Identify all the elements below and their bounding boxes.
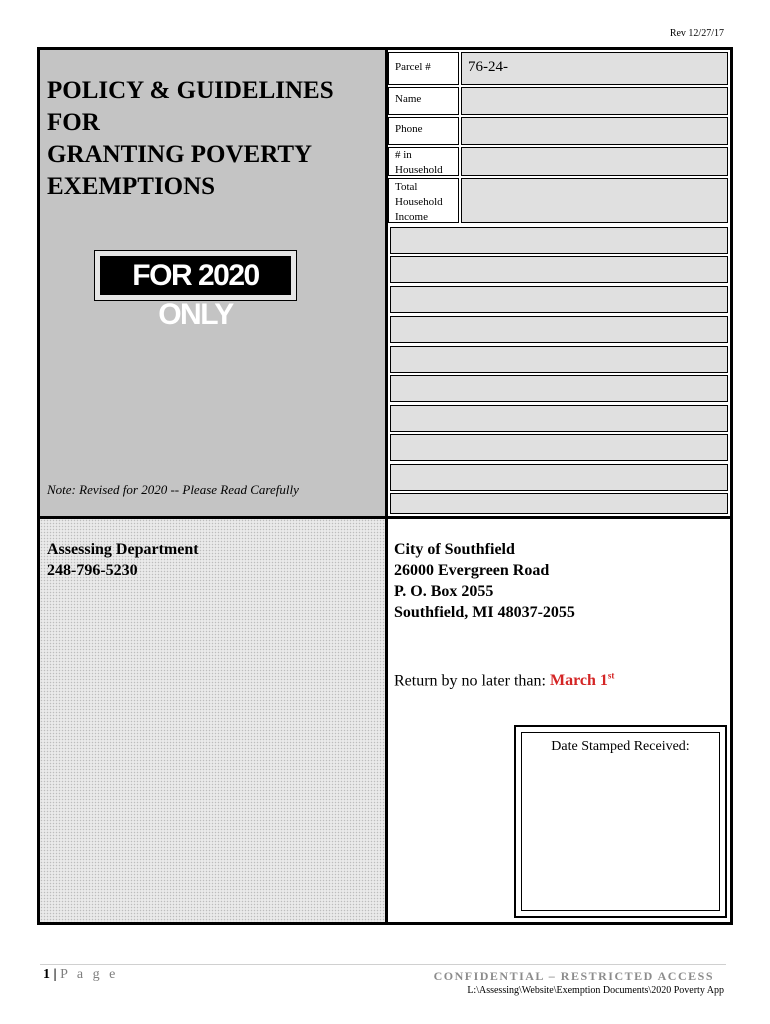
return-deadline — [394, 671, 614, 690]
name-label: Name — [388, 87, 459, 115]
address-line: Southfield, MI 48037-2055 — [394, 604, 575, 621]
return-label: Return by no later than: — [394, 672, 546, 690]
blank-row[interactable] — [390, 405, 728, 432]
phone-row — [388, 117, 730, 145]
parcel-label: Parcel # — [388, 52, 459, 85]
household-row — [388, 147, 730, 176]
blank-row[interactable] — [390, 316, 728, 343]
page-word: P a g e — [60, 967, 119, 982]
blank-row[interactable] — [390, 286, 728, 313]
revision-date: Rev 12/27/17 — [669, 28, 724, 39]
deadline-suffix: st — [607, 671, 615, 681]
blank-row[interactable] — [390, 375, 728, 402]
address-line: P. O. Box 2055 — [394, 583, 494, 600]
date-stamp-box — [514, 725, 727, 918]
name-field[interactable] — [461, 87, 728, 115]
address-line: 26000 Evergreen Road — [394, 562, 550, 579]
address-line: City of Southfield — [394, 541, 515, 558]
deadline-date — [550, 672, 614, 689]
blank-row[interactable] — [390, 346, 728, 373]
page-number — [43, 967, 118, 983]
parcel-row — [388, 52, 730, 85]
blank-row[interactable] — [390, 227, 728, 254]
name-row — [388, 87, 730, 115]
blank-row[interactable] — [390, 493, 728, 514]
phone-field[interactable] — [461, 117, 728, 145]
parcel-field[interactable]: 76-24- — [461, 52, 728, 85]
year-badge — [94, 250, 297, 331]
date-stamp-label: Date Stamped Received: — [521, 732, 720, 911]
page-number-value: 1 — [43, 967, 50, 982]
year-badge-label: FOR 2020 ONLY — [100, 256, 291, 295]
blank-row[interactable] — [390, 256, 728, 283]
page-separator: | — [53, 967, 57, 982]
household-field[interactable] — [461, 147, 728, 176]
applicant-fields — [388, 50, 730, 519]
confidential-notice: CONFIDENTIAL – RESTRICTED ACCESS — [433, 969, 714, 983]
department-contact: Assessing Department 248-796-5230 — [47, 541, 199, 579]
revision-note: Note: Revised for 2020 -- Please Read Carefully — [47, 482, 299, 497]
file-path: L:\Assessing\Website\Exemption Documents\2020 Poverty App — [467, 985, 724, 996]
title-panel — [40, 50, 388, 519]
department-panel — [40, 519, 388, 922]
deadline-date-text: March 1 — [549, 672, 608, 690]
income-label: Total Household Income — [388, 178, 459, 223]
footer-divider — [40, 964, 726, 965]
phone-label: Phone — [388, 117, 459, 145]
income-row — [388, 178, 730, 223]
income-field[interactable] — [461, 178, 728, 223]
blank-row[interactable] — [390, 464, 728, 491]
household-label: # in Household — [388, 147, 459, 176]
document-title: POLICY & GUIDELINES FOR GRANTING POVERTY EXEMPTIONS — [47, 77, 334, 200]
mailing-address — [394, 539, 575, 623]
form-frame — [37, 47, 733, 925]
blank-row[interactable] — [390, 434, 728, 461]
mailing-panel — [388, 519, 730, 922]
